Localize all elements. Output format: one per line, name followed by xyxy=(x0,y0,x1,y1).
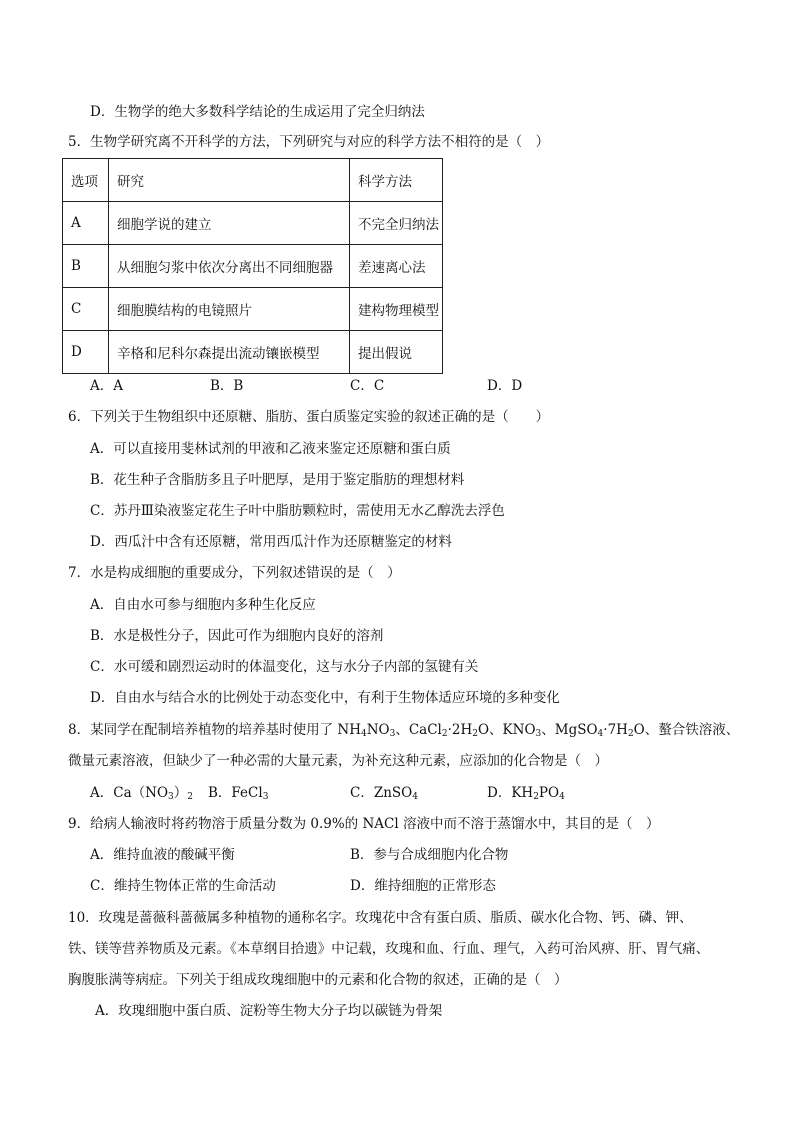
table-row xyxy=(63,202,443,245)
subscript: 3 xyxy=(389,729,396,739)
q8-choice-text: C．ZnSO xyxy=(350,785,413,801)
subscript: 3 xyxy=(168,792,174,802)
q8-choice-d xyxy=(487,784,565,806)
table-cell: A xyxy=(63,202,109,245)
q6-option-b: B．花生种子含脂肪多且子叶肥厚，是用于鉴定脂肪的理想材料 xyxy=(90,472,465,488)
subscript: 2 xyxy=(472,729,478,739)
q4-option-d: D．生物学的绝大多数科学结论的生成运用了完全归纳法 xyxy=(90,104,425,120)
q6-stem: 6．下列关于生物组织中还原糖、脂肪、蛋白质鉴定实验的叙述正确的是（ ） xyxy=(68,409,550,425)
q8-stem-text: ·7H xyxy=(603,722,628,738)
subscript: 4 xyxy=(360,729,367,739)
q7-option-a: A．自由水可参与细胞内多种生化反应 xyxy=(90,597,316,613)
q5-table xyxy=(62,158,443,374)
subscript: 2 xyxy=(441,729,448,739)
table-header-cell: 选项 xyxy=(63,159,109,202)
q8-choice-text: B．FeCl xyxy=(208,785,263,801)
q10-option-a: A．玫瑰细胞中蛋白质、淀粉等生物大分子均以碳链为骨架 xyxy=(95,1003,443,1019)
table-cell: 从细胞匀浆中依次分离出不同细胞器 xyxy=(109,245,350,288)
table-cell: 不完全归纳法 xyxy=(350,202,443,245)
subscript: 2 xyxy=(627,729,634,739)
subscript: 4 xyxy=(412,792,418,802)
q6-option-a: A．可以直接用斐林试剂的甲液和乙液来鉴定还原糖和蛋白质 xyxy=(90,441,451,457)
q8-stem-text: O、KNO xyxy=(477,722,536,738)
q9-stem: 9．给病人输液时将药物溶于质量分数为 0.9%的 NACl 溶液中而不溶于蒸馏水中，其目的是（ ） xyxy=(68,816,660,832)
subscript: 3 xyxy=(535,729,542,739)
subscript: 2 xyxy=(187,792,193,802)
table-cell: 细胞学说的建立 xyxy=(109,202,350,245)
q8-stem-text: 、MgSO xyxy=(541,722,598,738)
q7-option-b: B．水是极性分子，因此可作为细胞内良好的溶剂 xyxy=(90,628,384,644)
q5-choice-b: B．B xyxy=(210,378,244,394)
subscript: 4 xyxy=(559,792,565,802)
q8-stem-line-2: 微量元素溶液，但缺少了一种必需的大量元素，为补充这种元素，应添加的化合物是（ ） xyxy=(68,753,608,769)
q8-choice-c xyxy=(350,784,418,806)
q5-choice-a: A．A xyxy=(90,378,123,394)
table-cell: 辛格和尼科尔森提出流动镶嵌模型 xyxy=(109,331,350,374)
q9-choice-b: B．参与合成细胞内化合物 xyxy=(350,847,509,863)
q8-choice-b xyxy=(208,784,268,806)
table-cell: 差速离心法 xyxy=(350,245,443,288)
q9-choice-d: D．维持细胞的正常形态 xyxy=(350,878,496,894)
q7-option-d: D．自由水与结合水的比例处于动态变化中，有利于生物体适应环境的多种变化 xyxy=(90,690,560,706)
q8-stem-text: NO xyxy=(366,722,390,738)
q10-stem-line-3: 胸腹胀满等病症。下列关于组成玫瑰细胞中的元素和化合物的叙述，正确的是（ ） xyxy=(68,972,568,988)
q5-choice-d: D．D xyxy=(487,378,523,394)
table-cell: 细胞膜结构的电镜照片 xyxy=(109,288,350,331)
q5-stem: 5．生物学研究离不开科学的方法，下列研究与对应的科学方法不相符的是（ ） xyxy=(68,134,550,150)
table-cell: C xyxy=(63,288,109,331)
table-cell: 提出假说 xyxy=(350,331,443,374)
table-cell: 建构物理模型 xyxy=(350,288,443,331)
q8-stem-line-1 xyxy=(68,721,739,743)
q9-choice-c: C．维持生物体正常的生命活动 xyxy=(90,878,276,894)
q10-stem-line-2: 铁、镁等营养物质及元素。《本草纲目拾遗》中记载，玫瑰和血、行血、理气，入药可治风痹、肝、胃气痛、 xyxy=(68,941,710,957)
table-row xyxy=(63,288,443,331)
q7-stem: 7．水是构成细胞的重要成分，下列叙述错误的是（ ） xyxy=(68,565,401,581)
q5-choice-c: C．C xyxy=(350,378,385,394)
subscript: 3 xyxy=(262,792,269,802)
q10-stem-line-1: 10．玫瑰是蔷薇科蔷薇属多种植物的通称名字。玫瑰花中含有蛋白质、脂质、碳水化合物、钙、磷、钾、 xyxy=(68,910,693,926)
q8-choice-text: D．KH xyxy=(487,785,534,801)
q7-option-c: C．水可缓和剧烈运动时的体温变化，这与水分子内部的氢键有关 xyxy=(90,659,479,675)
q8-stem-text: ·2H xyxy=(447,722,473,738)
table-cell: D xyxy=(63,331,109,374)
subscript: 4 xyxy=(597,729,604,739)
q8-choice-text: ） xyxy=(173,785,188,801)
subscript: 2 xyxy=(533,792,539,802)
table-row xyxy=(63,331,443,374)
q6-option-c: C．苏丹Ⅲ染液鉴定花生子叶中脂肪颗粒时，需使用无水乙醇洗去浮色 xyxy=(90,503,505,519)
table-header-row xyxy=(63,159,443,202)
q8-stem-text: 8．某同学在配制培养植物的培养基时使用了 NH xyxy=(68,722,361,738)
q9-choice-a: A．维持血液的酸碱平衡 xyxy=(90,847,235,863)
q8-stem-text: O、螯合铁溶液、 xyxy=(633,722,740,738)
table-row xyxy=(63,245,443,288)
table-cell: B xyxy=(63,245,109,288)
q8-choice-a xyxy=(90,784,193,806)
table-header-cell: 科学方法 xyxy=(350,159,443,202)
q8-stem-text: 、CaCl xyxy=(395,722,442,738)
table-header-cell: 研究 xyxy=(109,159,350,202)
q6-option-d: D．西瓜汁中含有还原糖，常用西瓜汁作为还原糖鉴定的材料 xyxy=(90,534,452,550)
q8-choice-text: A．Ca（NO xyxy=(90,785,169,801)
q8-choice-text: PO xyxy=(538,785,560,801)
